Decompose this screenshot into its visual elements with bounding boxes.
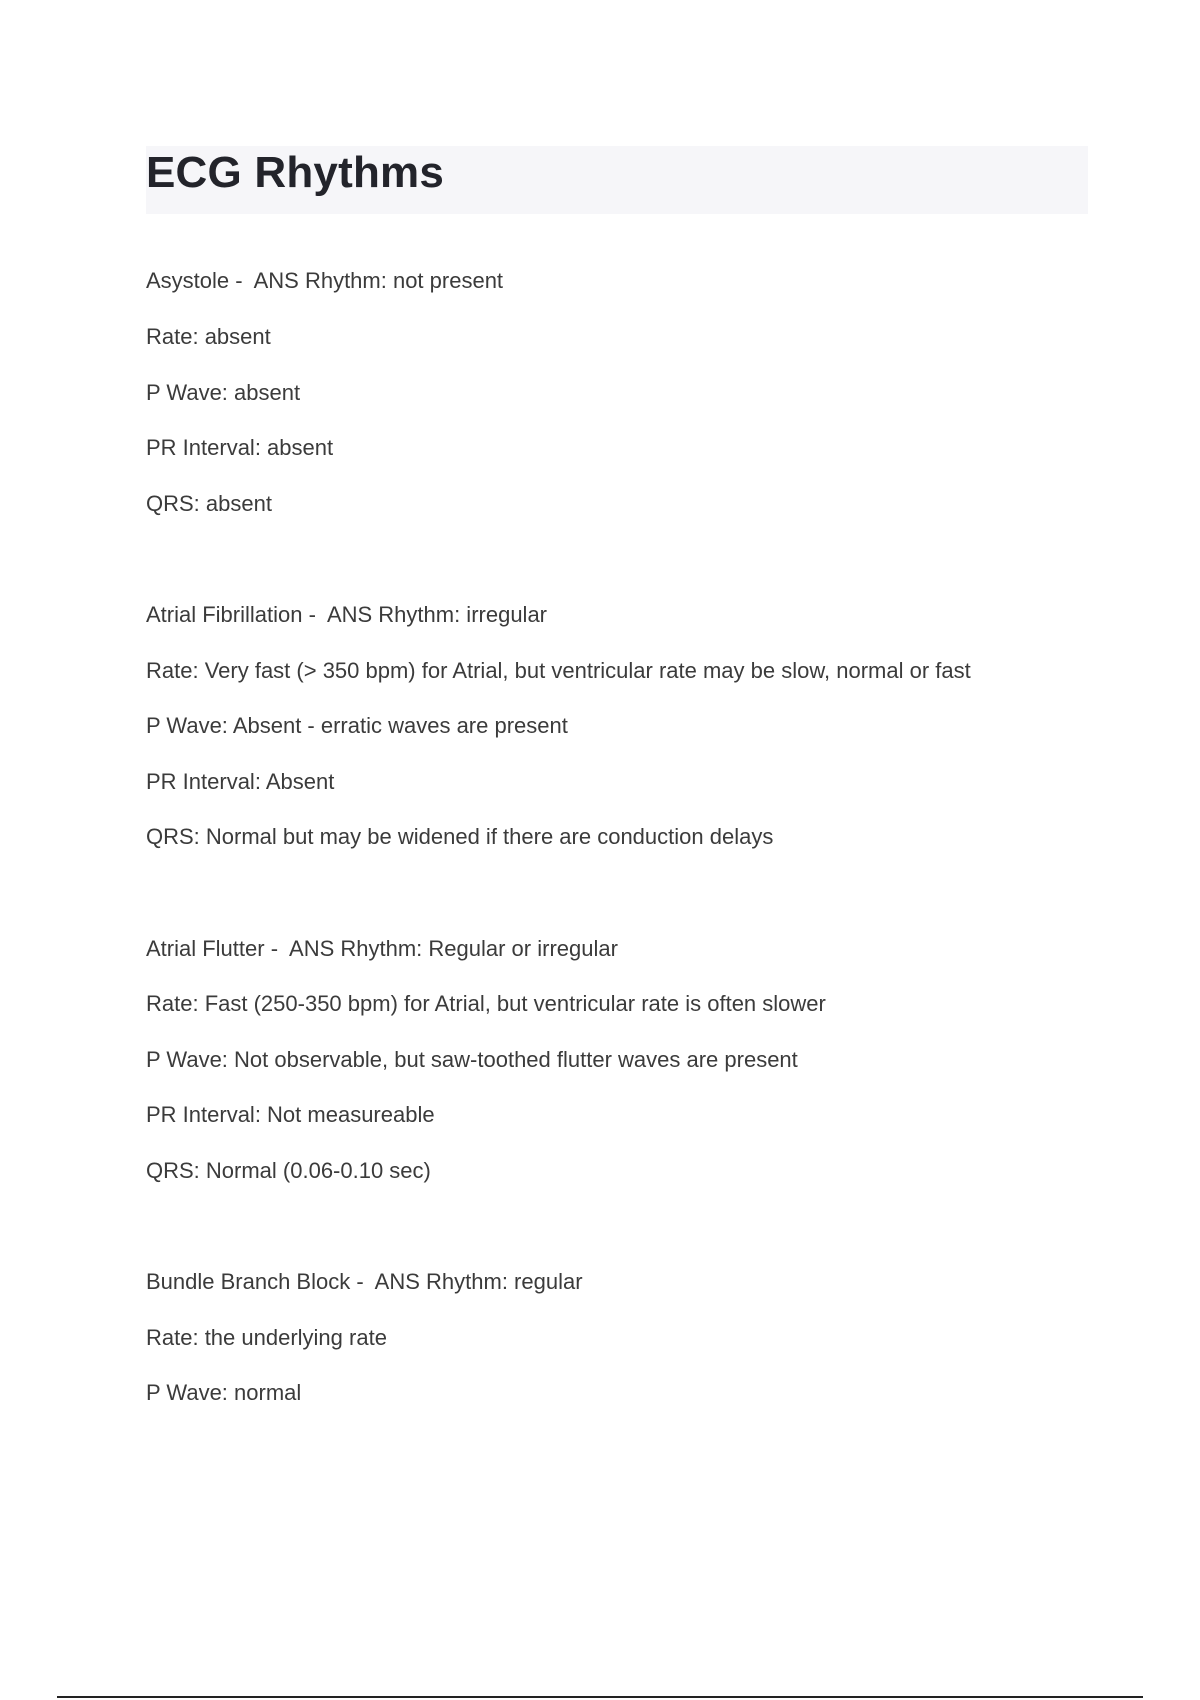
bundle-branch-block-p-wave: P Wave: normal (146, 1380, 302, 1405)
asystole-qrs: QRS: absent (146, 491, 272, 516)
asystole-p-wave: P Wave: absent (146, 380, 301, 405)
atrial-fibrillation-qrs: QRS: Normal but may be widened if there are conduction delays (146, 824, 774, 849)
page-title: ECG Rhythms (146, 148, 445, 197)
atrial-flutter-rate: Rate: Fast (250-350 bpm) for Atrial, but ventricular rate is often slower (146, 991, 826, 1016)
atrial-fibrillation-rate: Rate: Very fast (> 350 bpm) for Atrial, but ventricular rate may be slow, normal or fast (146, 658, 971, 683)
section-heading-atrial-flutter: Atrial Flutter - ANS Rhythm: Regular or irregular (146, 936, 618, 961)
atrial-fibrillation-pr-interval: PR Interval: Absent (146, 769, 335, 794)
asystole-rate: Rate: absent (146, 324, 271, 349)
section-heading-asystole: Asystole - ANS Rhythm: not present (146, 268, 504, 293)
footer-divider (57, 1696, 1143, 1698)
atrial-flutter-qrs: QRS: Normal (0.06-0.10 sec) (146, 1158, 431, 1183)
atrial-fibrillation-p-wave: P Wave: Absent - erratic waves are present (146, 713, 568, 738)
asystole-pr-interval: PR Interval: absent (146, 435, 334, 460)
atrial-flutter-p-wave: P Wave: Not observable, but saw-toothed flutter waves are present (146, 1047, 798, 1072)
atrial-flutter-pr-interval: PR Interval: Not measureable (146, 1102, 435, 1127)
section-heading-bundle-branch-block: Bundle Branch Block - ANS Rhythm: regular (146, 1269, 583, 1294)
section-heading-atrial-fibrillation: Atrial Fibrillation - ANS Rhythm: irregular (146, 602, 548, 627)
bundle-branch-block-rate: Rate: the underlying rate (146, 1325, 387, 1350)
